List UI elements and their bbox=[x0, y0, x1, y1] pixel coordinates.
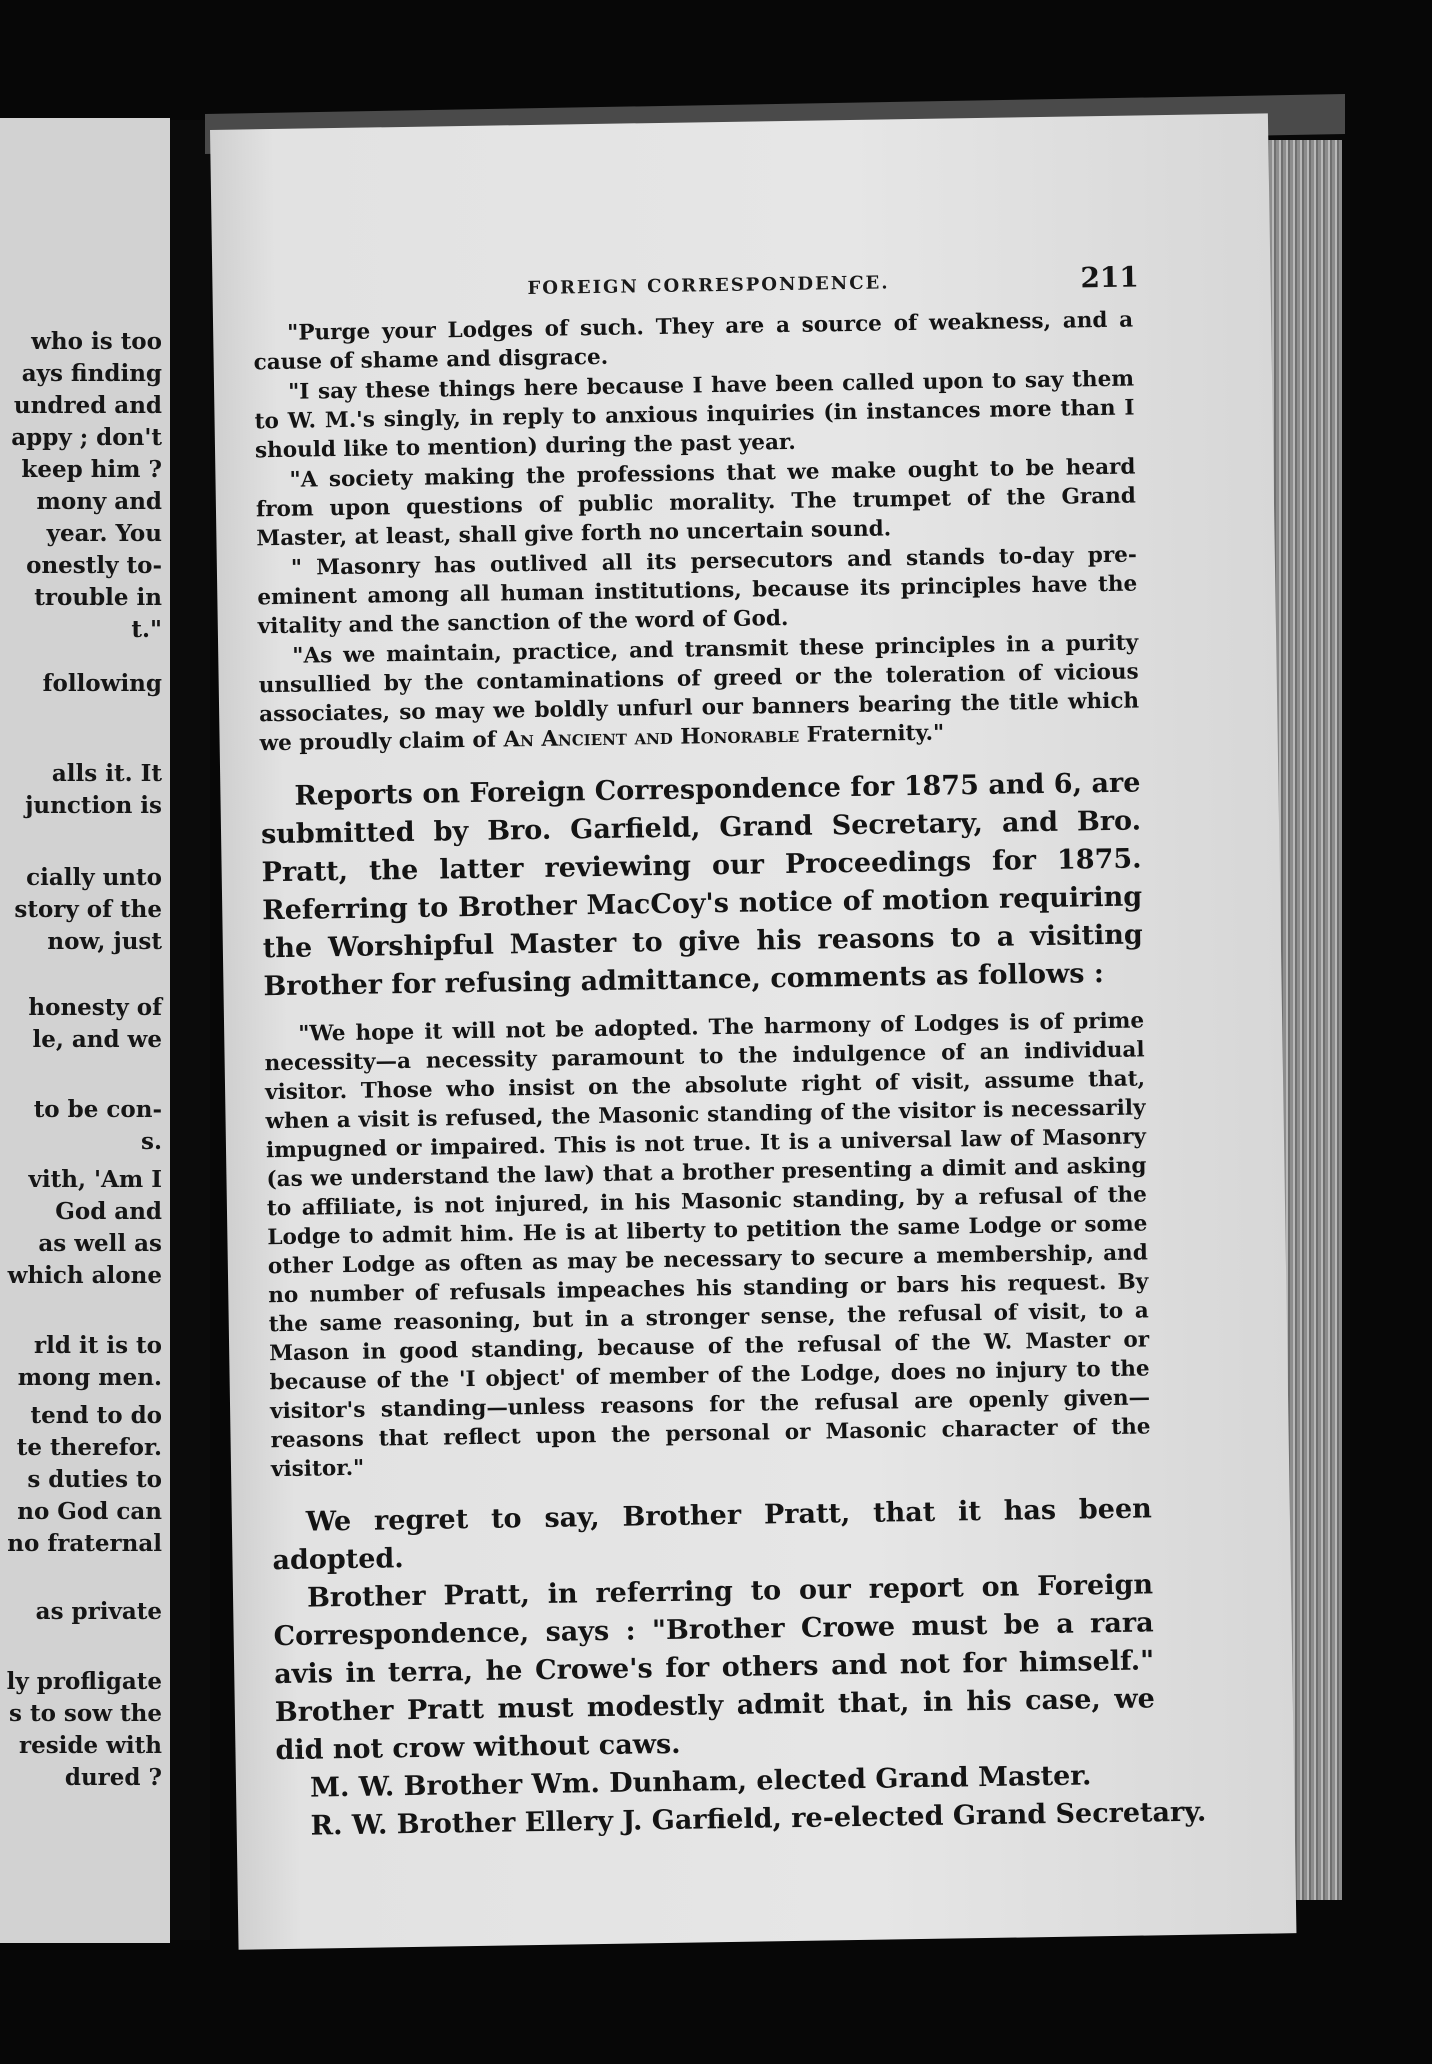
officer-line-1: M. W. Brother Wm. Dunham, elected Grand Master. bbox=[309, 1760, 1092, 1804]
pratt-quote: "We hope it will not be adopted. The harmony of Lodges is of prime necessity—a necessity paramount to the indulgence of an individual visitor. Those who insist on the absolute right of visit, assume that, when a visit is refused, the Masonic standing of the visitor is necessarily impugned or impaired. This is not true. It is a universal law of Masonry (as we understand the law) that a brother presenting a dimit and asking to affiliate, is not injured, in his Masonic standing, by a refusal of the Lodge to admit him. He is at liberty to petition the same Lodge or some other Lodge as often as may be necessary to secure a membership, and no number of refusals impeaches his standing or bars his request. By the same reasoning, but in a stronger sense, the refusal of visit, to a Mason in good standing, because of the refusal of the W. Master or because of the 'I object' of member of the Lodge, does no injury to the visitor's standing—unless reasons for the refusal are openly given—reasons that reflect upon the personal or Masonic character of the visitor." bbox=[264, 1008, 1151, 1483]
left-page-line: junction is bbox=[25, 792, 162, 819]
right-page bbox=[210, 113, 1296, 1949]
left-page-line: undred and bbox=[13, 392, 162, 419]
left-page-line: s. bbox=[141, 1128, 162, 1155]
left-page-line: tend to do bbox=[30, 1402, 162, 1429]
left-page-line: s duties to bbox=[27, 1466, 162, 1493]
left-facing-page bbox=[0, 118, 170, 1943]
left-page-line: te therefor. bbox=[16, 1434, 162, 1461]
quote-paragraph-2: "I say these things here because I have been called upon to say them to W. M.'s singly, in reply to anxious inquiries (in instances more than I should like to mention) during the past year. bbox=[254, 366, 1135, 464]
left-page-line: s to sow the bbox=[8, 1700, 162, 1727]
left-page-line: reside with bbox=[18, 1732, 162, 1759]
left-page-line: ly profligate bbox=[6, 1668, 162, 1695]
left-page-line: which alone bbox=[7, 1262, 162, 1289]
reports-paragraph: Reports on Foreign Correspondence for 1875 and 6, are submitted by Bro. Garfield, Grand Secretary, and Bro. Pratt, the latter reviewing our Proceedings for 1875. Referring to Brother MacCoy's notice of motion requiring the Worshipful Master to give his reasons to a visiting Brother for refusing admittance, comments as follows : bbox=[260, 767, 1144, 1003]
left-page-line: alls it. It bbox=[51, 760, 162, 787]
left-page-line: le, and we bbox=[32, 1026, 162, 1053]
left-page-line: no God can bbox=[17, 1498, 162, 1525]
book-gutter bbox=[170, 120, 210, 1940]
quote-paragraph-5 bbox=[258, 628, 1140, 758]
page-body bbox=[253, 306, 1207, 1847]
left-page-line: to be con- bbox=[33, 1096, 162, 1123]
running-head: FOREIGN CORRESPONDENCE. bbox=[527, 272, 890, 300]
left-page-line: rld it is to bbox=[34, 1332, 162, 1359]
quote-paragraph-4: " Masonry has outlived all its persecutors and stands to-day pre-eminent among all human institutions, because its principles have the vitality and the sanction of the word of God. bbox=[257, 542, 1138, 640]
left-page-line: following bbox=[42, 670, 162, 697]
left-page-line: dured ? bbox=[64, 1764, 162, 1791]
left-page-line: as private bbox=[35, 1598, 162, 1625]
left-page-line: God and bbox=[55, 1198, 162, 1225]
left-page-line: appy ; don't bbox=[11, 424, 162, 451]
left-page-line: no fraternal bbox=[7, 1530, 162, 1557]
closing-quote-end: Fraternity." bbox=[799, 720, 945, 748]
left-page-line: year. You bbox=[46, 520, 162, 547]
left-page-line: as well as bbox=[38, 1230, 162, 1257]
left-page-line: now, just bbox=[47, 928, 162, 955]
left-page-line: honesty of bbox=[28, 994, 162, 1021]
quote-paragraph-3: "A society making the professions that we make ought to be heard from upon questions of public morality. The trumpet of the Grand Master, at least, shall give forth no uncertain sound. bbox=[255, 454, 1137, 552]
left-page-line: story of the bbox=[14, 896, 162, 923]
left-page-line: onestly to- bbox=[26, 552, 162, 579]
left-page-line: who is too bbox=[31, 328, 162, 355]
crowe-paragraph: Brother Pratt, in referring to our report on Foreign Correspondence, says : "Brother Crowe must be a rara avis in terra, he Crowe's for others and not for himself." Brother Pratt must modestly admit that, in his case, we did not crow without caws. bbox=[273, 1569, 1156, 1767]
left-page-line: keep him ? bbox=[21, 456, 162, 483]
left-page-line: vith, 'Am I bbox=[28, 1166, 162, 1193]
quote-paragraph-1: "Purge your Lodges of such. They are a source of weakness, and a cause of shame and disgrace. bbox=[253, 307, 1134, 376]
left-page-line: mong men. bbox=[17, 1364, 162, 1391]
left-page-line: cially unto bbox=[26, 864, 162, 891]
closing-quote-text: "As we maintain, practice, and transmit these principles in a purity unsullied by the contaminations of greed or the toleration of vicious associates, so may we boldly unfurl our banners bearing the title which we proudly claim of bbox=[258, 630, 1140, 757]
left-page-line: ays finding bbox=[21, 360, 162, 387]
left-page-line: mony and bbox=[36, 488, 162, 515]
closing-quote-small-caps: An Ancient and Honorable bbox=[503, 722, 800, 753]
officer-line-2: R. W. Brother Ellery J. Garfield, re-elected Grand Secretary. bbox=[310, 1796, 1207, 1842]
regret-paragraph: We regret to say, Brother Pratt, that it has been adopted. bbox=[272, 1493, 1153, 1577]
page-number: 211 bbox=[1080, 260, 1140, 295]
left-page-line: trouble in bbox=[34, 584, 162, 611]
left-page-line: t." bbox=[131, 616, 162, 643]
